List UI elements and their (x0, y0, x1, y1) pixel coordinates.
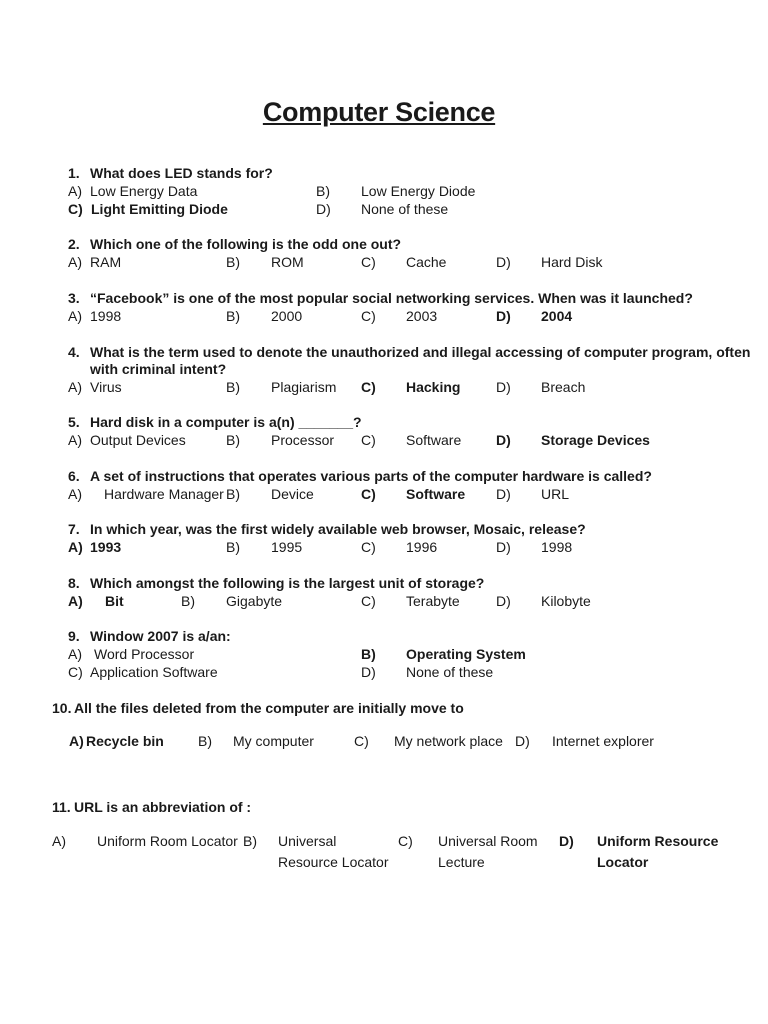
question-number: 10. (52, 700, 72, 716)
option-text: None of these (406, 664, 494, 680)
option-letter: D) (496, 254, 511, 270)
question-number: 7. (68, 521, 80, 537)
option-text-line1: Uniform Resource (597, 833, 719, 849)
option-letter: C) (398, 833, 413, 849)
option-text: Storage Devices (541, 432, 650, 448)
option-text: Kilobyte (541, 593, 591, 609)
option-letter: A) (69, 733, 84, 749)
option-text: 2003 (406, 308, 438, 324)
option-text: 1995 (271, 539, 303, 555)
option-letter: A) (68, 593, 83, 609)
option-letter: D) (496, 593, 511, 609)
option-text: ROM (271, 254, 304, 270)
option-text: My network place (394, 733, 503, 749)
question-number: 5. (68, 414, 80, 430)
question-text-line1: What is the term used to denote the unauthorized and illegal accessing of computer program, often (90, 344, 751, 360)
option-letter: A) (68, 539, 83, 555)
option-text: Software (406, 486, 466, 502)
option-letter: A) (52, 833, 66, 849)
option-text: Low Energy Diode (361, 183, 476, 199)
question-text: All the files deleted from the computer are initially move to (74, 700, 464, 716)
option-letter: B) (226, 379, 240, 395)
option-letter: C) (361, 254, 376, 270)
question-text: What does LED stands for? (90, 165, 273, 181)
question-text: Which one of the following is the odd one out? (90, 236, 402, 252)
option-letter: B) (243, 833, 257, 849)
question-text: “Facebook” is one of the most popular social networking services. When was it launched? (90, 290, 693, 306)
option-letter: C) (68, 664, 83, 680)
option-letter: D) (316, 201, 331, 217)
option-letter: A) (68, 486, 82, 502)
option-letter: A) (68, 308, 82, 324)
option-letter: B) (226, 539, 240, 555)
question-text: Which amongst the following is the largest unit of storage? (90, 575, 485, 591)
question-text: Window 2007 is a/an: (90, 628, 231, 644)
option-letter: D) (496, 432, 511, 448)
question-number: 4. (68, 344, 80, 360)
option-text: Application Software (90, 664, 218, 680)
question-number: 9. (68, 628, 80, 644)
question-number: 1. (68, 165, 80, 181)
option-text: Word Processor (94, 646, 195, 662)
option-letter: C) (354, 733, 369, 749)
option-text: None of these (361, 201, 449, 217)
option-letter: A) (68, 432, 82, 448)
option-letter: B) (226, 432, 240, 448)
option-letter: D) (496, 308, 511, 324)
option-text: Processor (271, 432, 335, 448)
option-letter: C) (361, 432, 376, 448)
option-text: Breach (541, 379, 586, 395)
option-text: Output Devices (90, 432, 186, 448)
option-text: Software (406, 432, 462, 448)
option-text: Device (271, 486, 314, 502)
option-text: Hacking (406, 379, 461, 395)
option-text: Operating System (406, 646, 526, 662)
option-letter: B) (226, 254, 240, 270)
page-title: Computer Science (262, 97, 496, 127)
option-text: 2004 (541, 308, 573, 324)
option-text: Bit (105, 593, 124, 609)
option-text-line2: Locator (597, 854, 649, 870)
option-letter: D) (496, 379, 511, 395)
option-letter: D) (515, 733, 530, 749)
option-letter: B) (361, 646, 376, 662)
option-letter: D) (559, 833, 574, 849)
option-text: Hardware Manager (104, 486, 224, 502)
option-letter: C) (361, 539, 376, 555)
option-text-line2: Resource Locator (278, 854, 389, 870)
question-number: 8. (68, 575, 80, 591)
option-letter: D) (496, 539, 511, 555)
question-text-line2: with criminal intent? (90, 361, 227, 377)
option-text: 2000 (271, 308, 303, 324)
option-text: Low Energy Data (90, 183, 198, 199)
question-text: URL is an abbreviation of : (74, 799, 252, 815)
option-text-line1: Universal Room (438, 833, 538, 849)
option-letter: B) (226, 486, 240, 502)
option-letter: C) (361, 308, 376, 324)
option-letter: B) (181, 593, 195, 609)
question-text: Hard disk in a computer is a(n) _______? (90, 414, 362, 430)
option-text-line2: Lecture (438, 854, 485, 870)
option-text: My computer (233, 733, 314, 749)
option-text: Hard Disk (541, 254, 603, 270)
option-letter: A) (68, 254, 82, 270)
option-letter: C) (361, 379, 376, 395)
option-text: Virus (90, 379, 122, 395)
option-letter: A) (68, 379, 82, 395)
option-text: Internet explorer (552, 733, 654, 749)
option-letter: A) (68, 183, 82, 199)
option-letter: D) (496, 486, 511, 502)
option-text: Terabyte (406, 593, 460, 609)
option-text: 1996 (406, 539, 438, 555)
option-text: 1998 (90, 308, 122, 324)
option-letter: C) (361, 486, 376, 502)
option-text: Cache (406, 254, 447, 270)
option-text: Light Emitting Diode (91, 201, 228, 217)
question-text: A set of instructions that operates various parts of the computer hardware is called? (90, 468, 652, 484)
option-letter: B) (316, 183, 330, 199)
option-text: 1993 (90, 539, 122, 555)
question-number: 2. (68, 236, 80, 252)
option-text: Gigabyte (226, 593, 283, 609)
option-letter: C) (361, 593, 376, 609)
option-letter: B) (226, 308, 240, 324)
option-text: RAM (90, 254, 122, 270)
option-letter: B) (198, 733, 212, 749)
option-letter: C) (68, 201, 83, 217)
option-text: Plagiarism (271, 379, 337, 395)
option-text: 1998 (541, 539, 573, 555)
option-text-line1: Universal (278, 833, 337, 849)
question-number: 6. (68, 468, 80, 484)
option-letter: A) (68, 646, 82, 662)
question-number: 3. (68, 290, 80, 306)
option-text: Recycle bin (86, 733, 164, 749)
question-text: In which year, was the first widely available web browser, Mosaic, release? (90, 521, 586, 537)
option-letter: D) (361, 664, 376, 680)
option-text: Uniform Room Locator (97, 833, 238, 849)
option-text: URL (541, 486, 570, 502)
question-number: 11. (52, 799, 71, 815)
